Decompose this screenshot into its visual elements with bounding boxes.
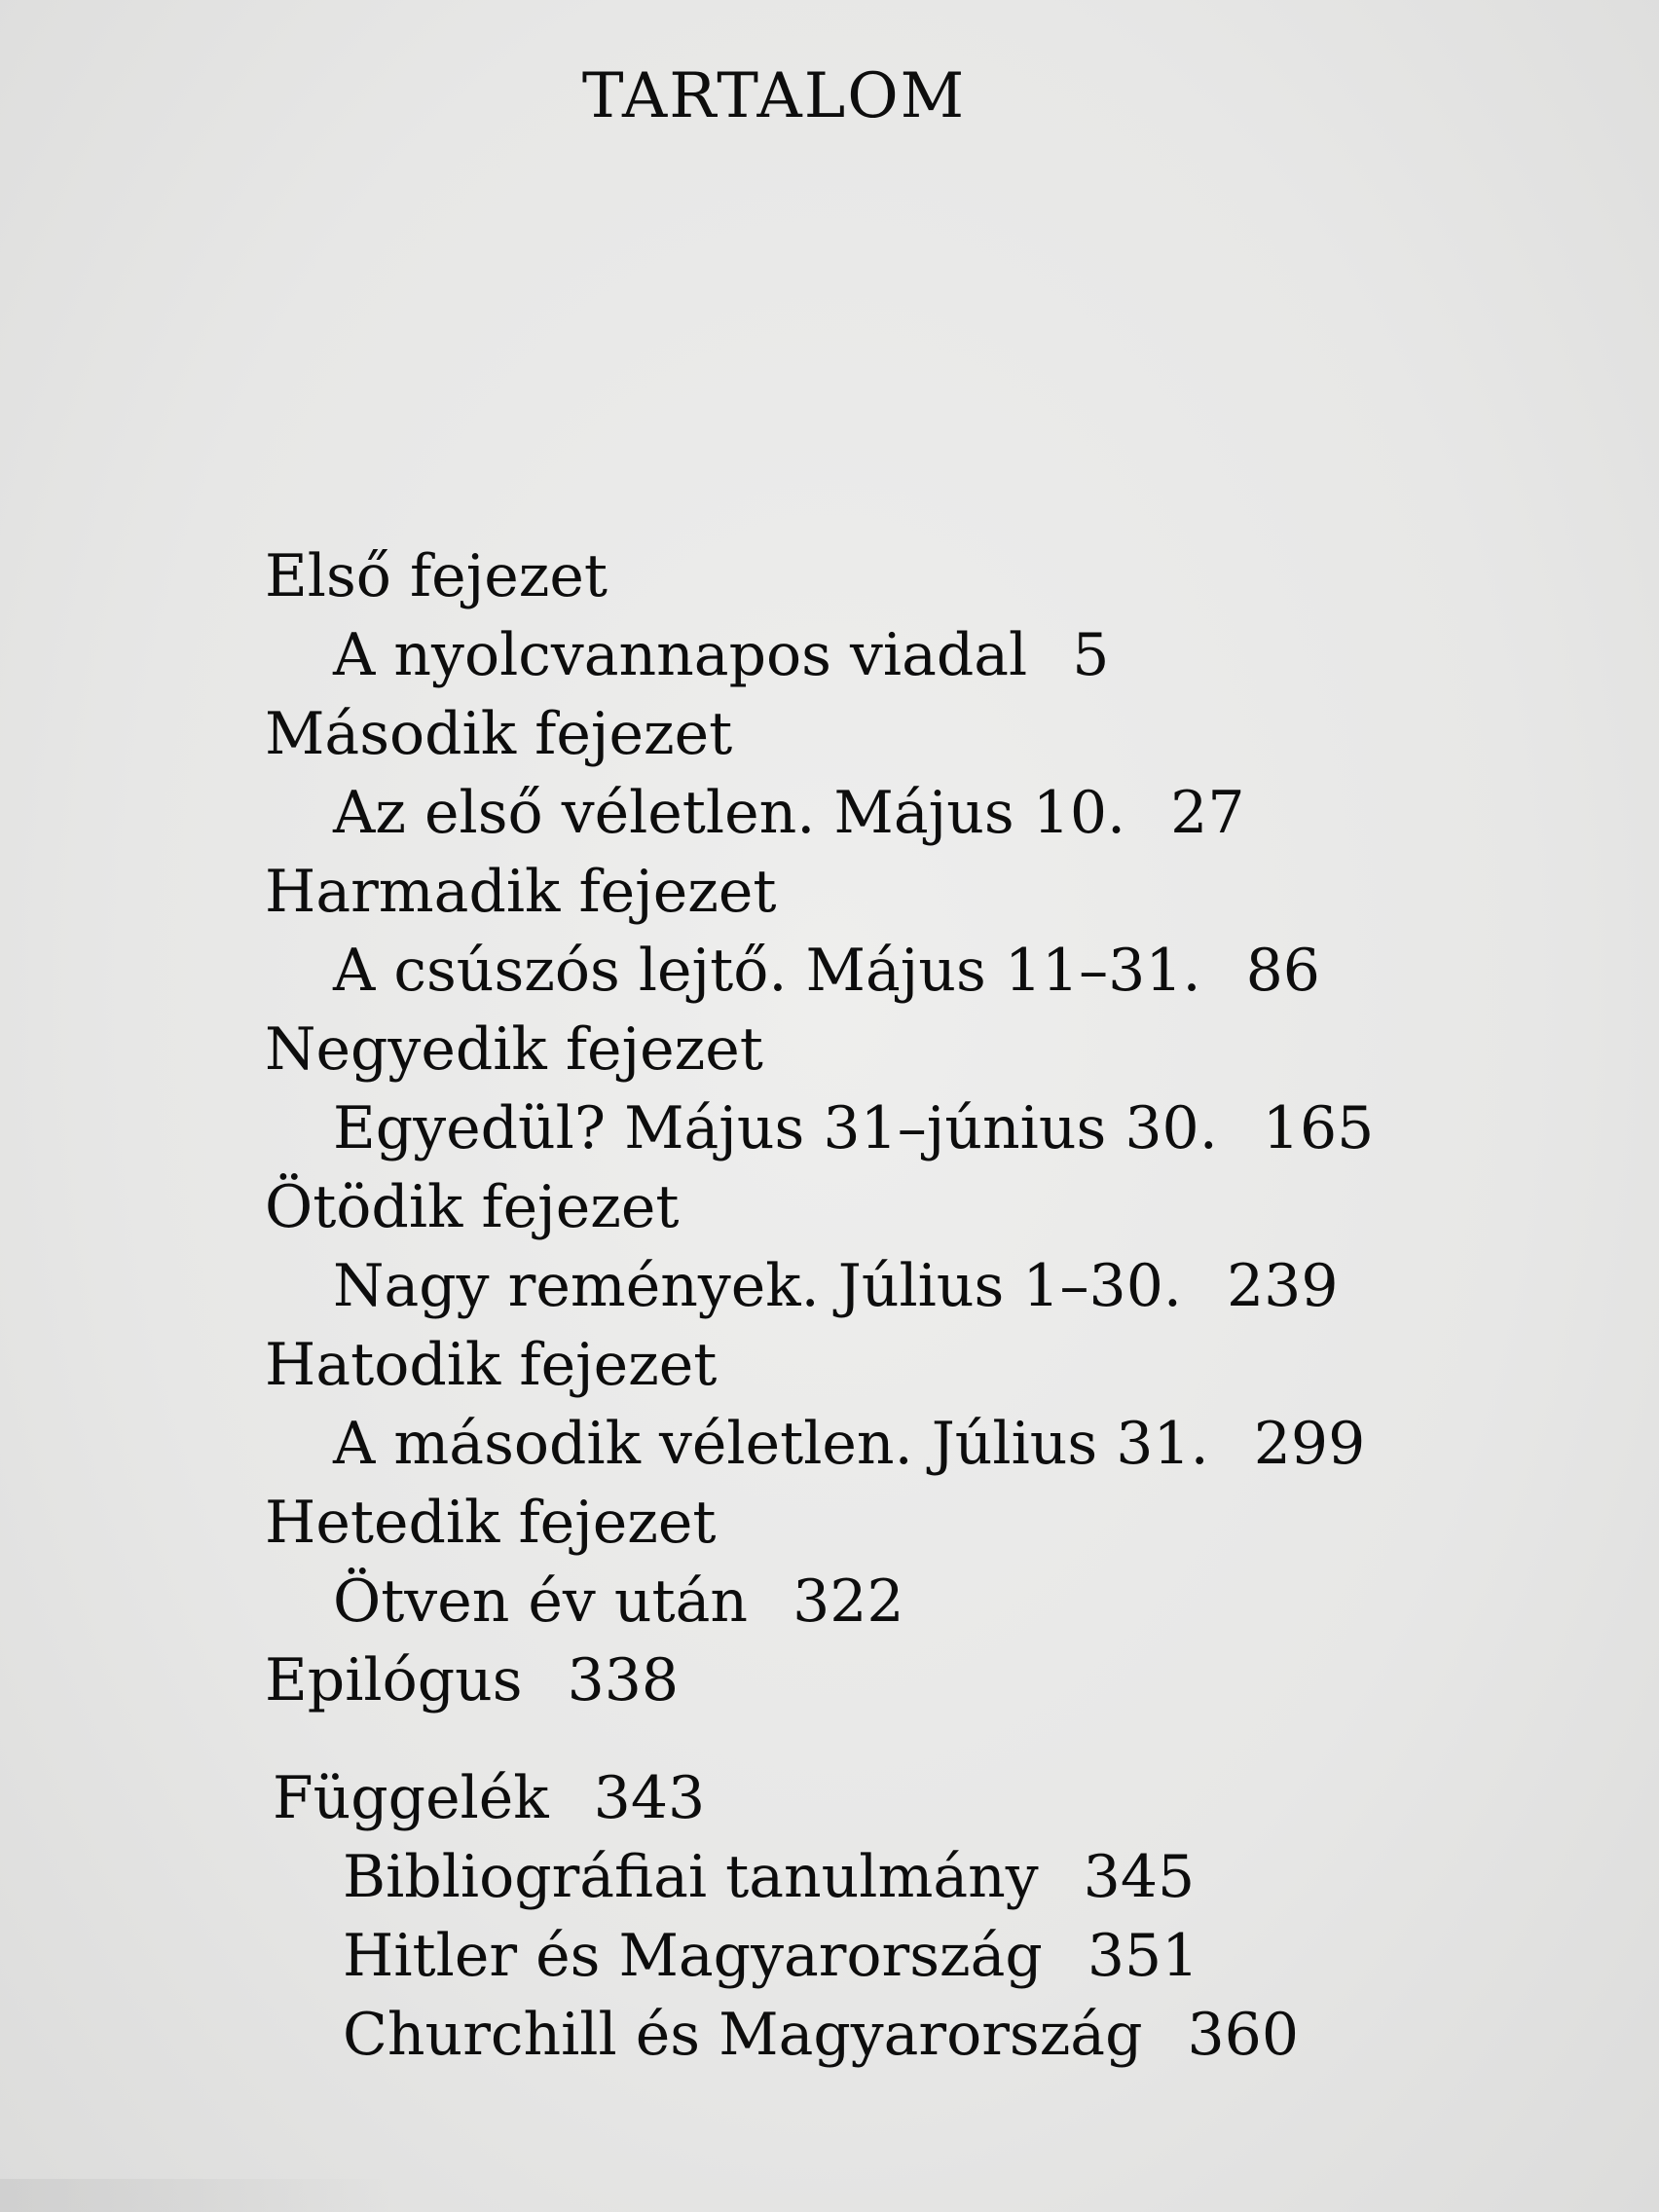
page-number: 299 (1253, 1410, 1366, 1478)
chapter-subtitle-5 (265, 1247, 1433, 1326)
table-of-contents (265, 537, 1433, 2075)
chapter-title: A nyolcvannapos viadal (333, 621, 1028, 689)
chapter-heading-3: Harmadik fejezet (265, 858, 777, 926)
chapter-heading-2: Második fejezet (265, 700, 733, 768)
chapter-title: Ötven év után (333, 1567, 749, 1636)
appendix-item-2 (265, 1917, 1433, 1996)
page-number: 5 (1072, 621, 1110, 689)
epilogue-entry (265, 1641, 1433, 1720)
chapter-subtitle-2 (265, 774, 1433, 853)
page-title: TARTALOM (581, 60, 967, 132)
chapter-subtitle-7 (265, 1563, 1433, 1641)
chapter-heading-6: Hatodik fejezet (265, 1331, 718, 1399)
page-number: 165 (1262, 1094, 1375, 1162)
page-number: 86 (1245, 937, 1320, 1005)
appendix-item-label: Hitler és Magyarország (343, 1922, 1043, 1990)
page-number: 360 (1187, 2001, 1300, 2069)
chapter-title: Egyedül? Május 31–június 30. (333, 1094, 1218, 1162)
chapter-subtitle-4 (265, 1089, 1433, 1168)
chapter-heading-7: Hetedik fejezet (265, 1489, 717, 1557)
section-spacer (265, 1720, 1433, 1759)
appendix-item-label: Bibliográfiai tanulmány (343, 1843, 1039, 1911)
page-number: 343 (593, 1764, 706, 1832)
chapter-subtitle-6 (265, 1405, 1433, 1484)
chapter-subtitle-3 (265, 932, 1433, 1011)
chapter-title: Nagy remények. Július 1–30. (333, 1252, 1182, 1320)
chapter-title: Az első véletlen. Május 10. (333, 779, 1126, 847)
appendix-label: Függelék (273, 1764, 549, 1832)
chapter-heading-4: Negyedik fejezet (265, 1015, 763, 1084)
appendix-item-label: Churchill és Magyarország (343, 2001, 1143, 2069)
appendix-item-3 (265, 1996, 1433, 2075)
epilogue-label: Epilógus (265, 1646, 523, 1714)
chapter-subtitle-1 (265, 616, 1433, 695)
chapter-title: A csúszós lejtő. Május 11–31. (333, 937, 1201, 1005)
appendix-item-1 (265, 1838, 1433, 1917)
watermark (0, 2179, 389, 2212)
appendix-entry (265, 1759, 1433, 1838)
page-number: 345 (1083, 1843, 1196, 1911)
page-number: 338 (567, 1646, 680, 1714)
chapter-heading-1: Első fejezet (265, 542, 608, 610)
page-number: 239 (1226, 1252, 1339, 1320)
chapter-title: A második véletlen. Július 31. (333, 1410, 1209, 1478)
page-number: 322 (793, 1567, 904, 1636)
chapter-heading-5: Ötödik fejezet (265, 1173, 680, 1241)
page-number: 27 (1170, 779, 1245, 847)
page-number: 351 (1087, 1922, 1199, 1990)
